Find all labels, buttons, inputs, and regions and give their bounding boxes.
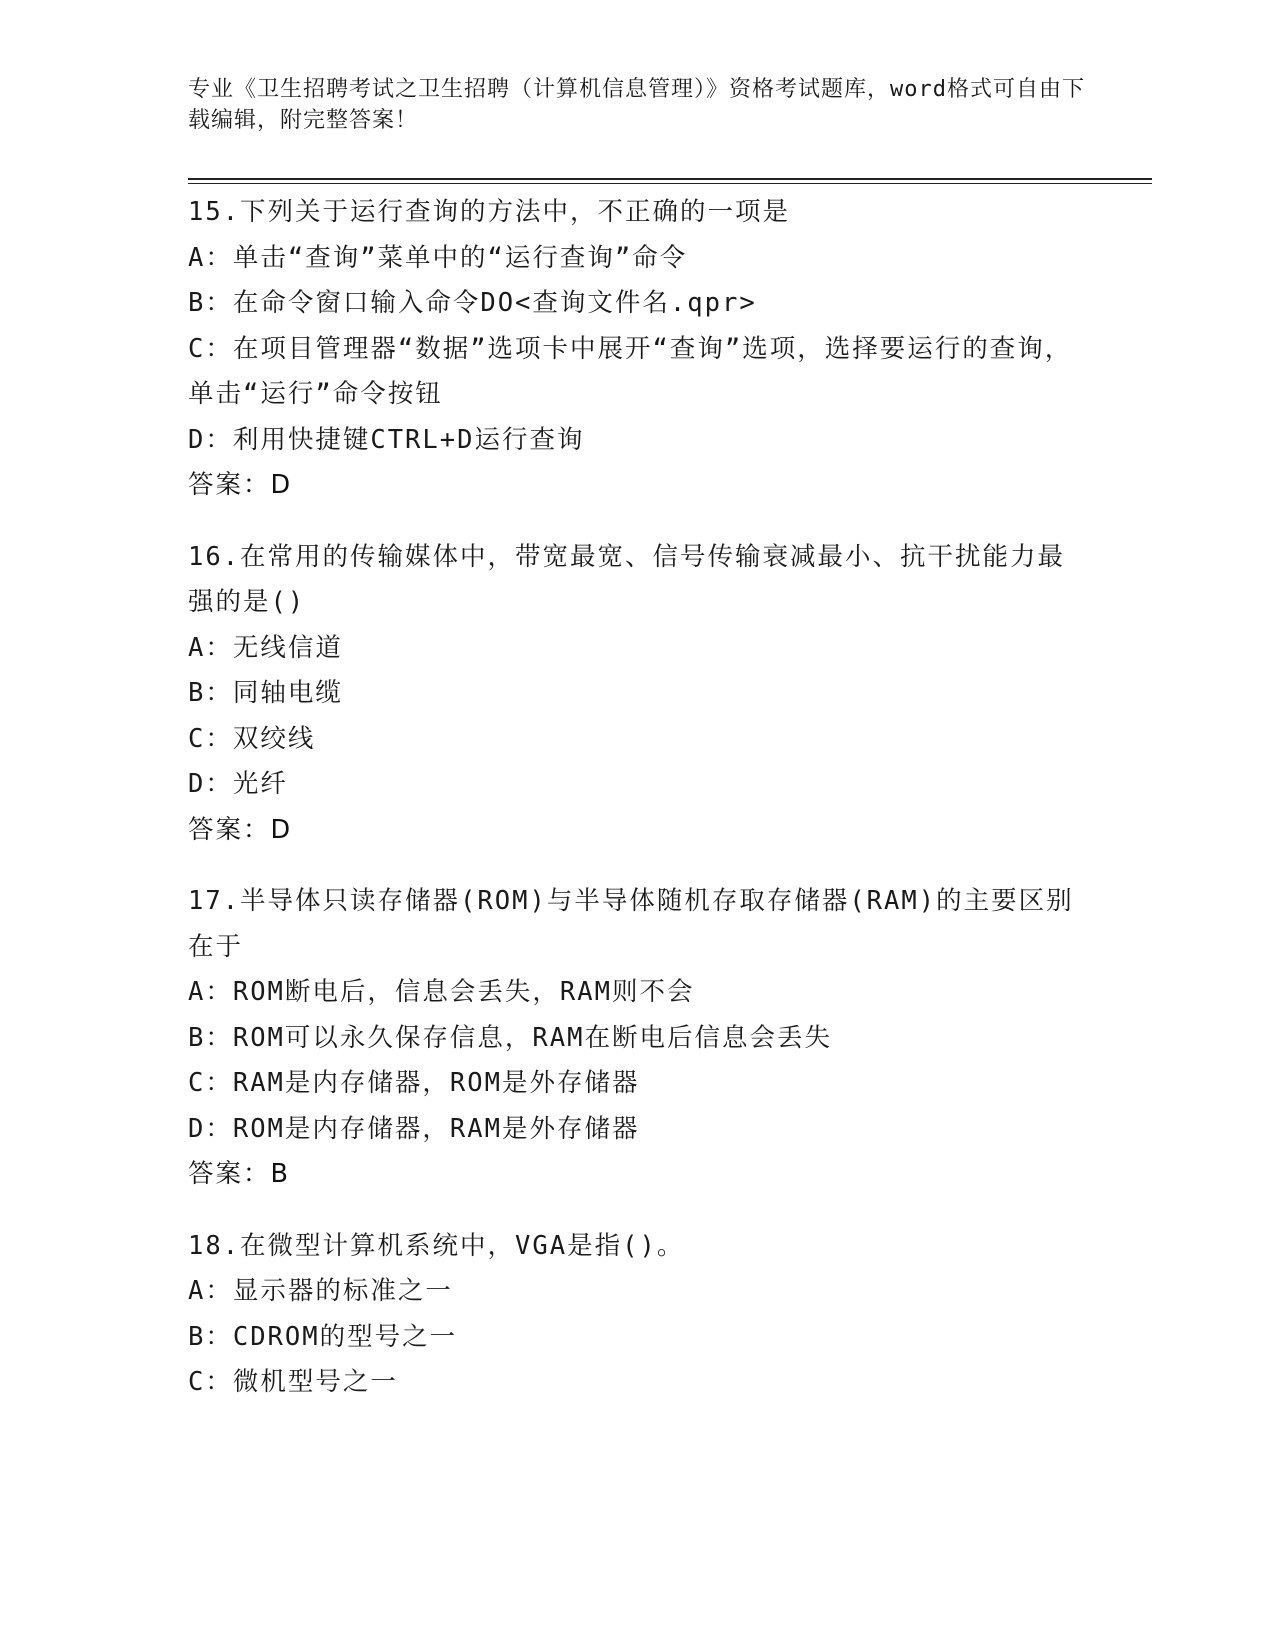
option-a: A：单击“查询”菜单中的“运行查询”命令 [188,242,688,273]
option-c: C：RAM是内存储器，ROM是外存储器 [188,1068,640,1098]
option-b: B：在命令窗口输入命令DO<查询文件名.qpr> [188,288,757,318]
option-d: D：光纤 [188,769,288,799]
question-stem: 15.下列关于运行查询的方法中，不正确的一项是 [188,197,791,227]
question-stem: 17.半导体只读存储器(ROM)与半导体随机存取存储器(RAM)的主要区别在于 [188,886,1074,962]
question-list [188,190,1088,1432]
header-divider-thin [188,183,1152,184]
answer-label: 答案：B [188,1159,290,1189]
page-header: 专业《卫生招聘考试之卫生招聘（计算机信息管理）》资格考试题库，word格式可自由下载编辑，附完整答案！ [188,77,1085,133]
option-c: C：在项目管理器“数据”选项卡中展开“查询”选项，选择要运行的查询，单击“运行”命令按钮 [188,333,1073,409]
question-stem: 18.在微型计算机系统中，VGA是指()。 [188,1230,685,1261]
option-a: A：ROM断电后，信息会丢失，RAM则不会 [188,977,695,1007]
option-b: B：同轴电缆 [188,678,343,708]
option-c: C：双绞线 [188,723,316,754]
option-d: D：利用快捷键CTRL+D运行查询 [188,424,585,455]
question-stem: 16.在常用的传输媒体中，带宽最宽、信号传输衰减最小、抗干扰能力最强的是() [188,541,1066,617]
option-a: A：显示器的标准之一 [188,1276,453,1306]
question-15 [188,190,1088,509]
answer-label: 答案：D [188,814,293,845]
question-18 [188,1224,1088,1406]
answer-label: 答案：D [188,470,293,500]
header-divider [188,178,1152,180]
option-d: D：ROM是内存储器，RAM是外存储器 [188,1113,640,1144]
option-b: B：ROM可以永久保存信息，RAM在断电后信息会丢失 [188,1022,832,1053]
option-a: A：无线信道 [188,632,343,663]
question-17 [188,879,1088,1198]
option-c: C：微机型号之一 [188,1367,398,1397]
option-b: B：CDROM的型号之一 [188,1321,458,1352]
question-16 [188,535,1088,854]
